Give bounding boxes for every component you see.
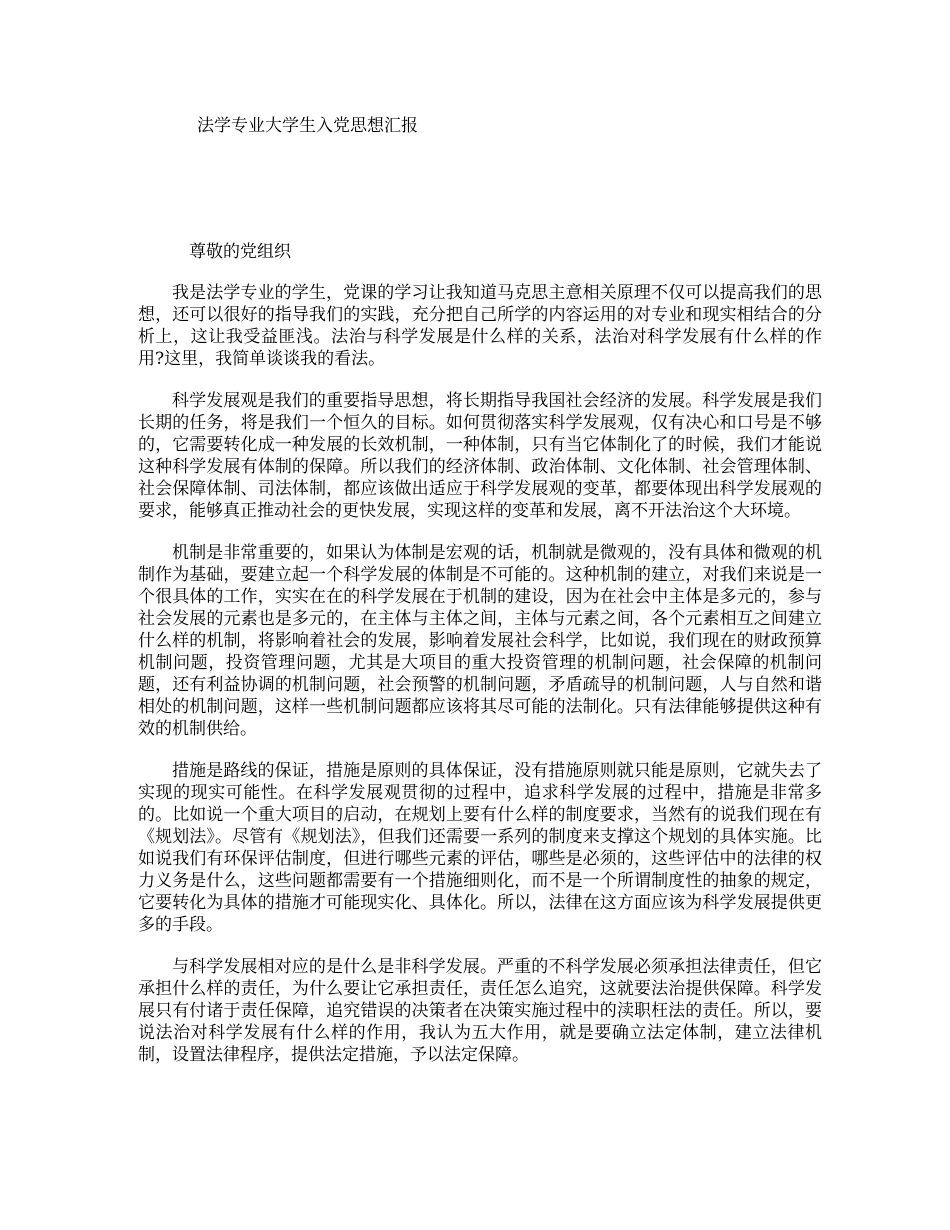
paragraph: 与科学发展相对应的是什么是非科学发展。严重的不科学发展必须承担法律责任，但它承担什么样的责任，为什么要让它承担责任，责任怎么追究，这就要法治提供保障。科学发展只有付诸于责任保障，追究错误的决策者在决策实施过程中的渎职枉法的责任。所以，要说法治对科学发展有什么样的作用，我认为五大作用，就是要确立法定体制，建立法律机制，设置法律程序，提供法定措施，予以法定保障。 bbox=[138, 957, 822, 1065]
paragraph: 科学发展观是我们的重要指导思想，将长期指导我国社会经济的发展。科学发展是我们长期的任务，将是我们一个恒久的目标。如何贯彻落实科学发展观，仅有决心和口号是不够的，它需要转化成一种发展的长效机制，一种体制，只有当它体制化了的时候，我们才能说这种科学发展有体制的保障。所以我们的经济体制、政治体制、文化体制、社会管理体制、社会保障体制、司法体制，都应该做出适应于科学发展观的变革，都要体现出科学发展观的要求，能够真正推动社会的更快发展，实现这样的变革和发展，离不开法治这个大环境。 bbox=[138, 391, 822, 521]
paragraph: 措施是路线的保证，措施是原则的具体保证，没有措施原则就只能是原则，它就失去了实现的现实可能性。在科学发展观贯彻的过程中，追求科学发展的过程中，措施是非常多的。比如说一个重大项目的启动，在规划上要有什么样的制度要求，当然有的说我们现在有《规划法》。尽管有《规划法》，但我们还需要一系列的制度来支撑这个规划的具体实施。比如说我们有环保评估制度，但进行哪些元素的评估，哪些是必须的，这些评估中的法律的权力义务是什么，这些问题都需要有一个措施细则化，而不是一个所谓制度性的抽象的规定，它要转化为具体的措施才可能现实化、具体化。所以，法律在这方面应该为科学发展提供更多的手段。 bbox=[138, 761, 822, 935]
paragraph: 我是法学专业的学生，党课的学习让我知道马克思主意相关原理不仅可以提高我们的思想，还可以很好的指导我们的实践，充分把自己所学的内容运用的对专业和现实相结合的分析上，这让我受益匪浅。法治与科学发展是什么样的关系，法治对科学发展有什么样的作用?这里，我简单谈谈我的看法。 bbox=[138, 283, 822, 369]
salutation: 尊敬的党组织 bbox=[189, 242, 291, 262]
paragraph: 机制是非常重要的，如果认为体制是宏观的话，机制就是微观的，没有具体和微观的机制作为基础，要建立起一个科学发展的体制是不可能的。这种机制的建立，对我们来说是一个很具体的工作，实实在在的科学发展在于机制的建设，因为在社会中主体是多元的，参与社会发展的元素也是多元的，在主体与主体之间，主体与元素之间，各个元素相互之间建立什么样的机制，将影响着社会的发展，影响着发展社会科学，比如说，我们现在的财政预算机制问题，投资管理问题，尤其是大项目的重大投资管理的机制问题，社会保障的机制问题，还有利益协调的机制问题，社会预警的机制问题，矛盾疏导的机制问题，人与自然和谐相处的机制问题，这样一些机制问题都应该将其尽可能的法制化。只有法律能够提供这种有效的机制供给。 bbox=[138, 543, 822, 739]
document-title: 法学专业大学生入党思想汇报 bbox=[197, 116, 418, 136]
document-body bbox=[138, 282, 822, 1086]
